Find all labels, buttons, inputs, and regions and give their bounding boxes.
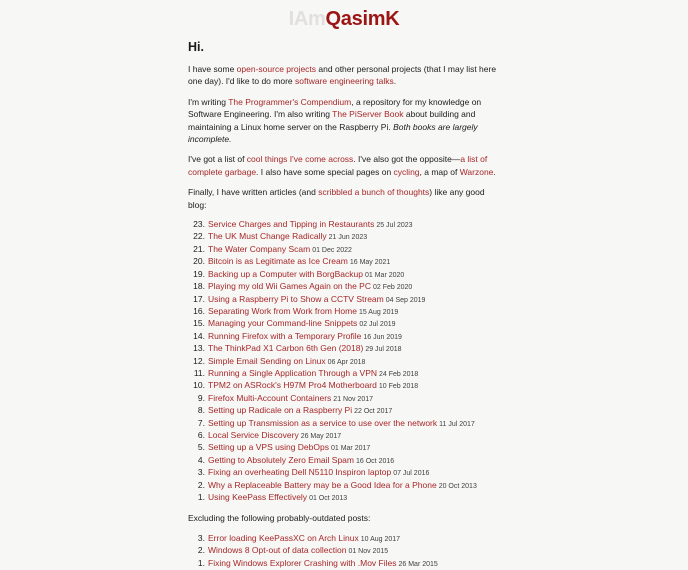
text-segment: . I've also got the opposite— (353, 154, 461, 165)
article-item (188, 356, 500, 368)
article-item (188, 405, 500, 417)
books-paragraph (188, 96, 500, 146)
article-date: 26 Mar 2015 (398, 560, 438, 568)
article-number: 16. (193, 305, 205, 316)
article-date: 26 May 2017 (300, 432, 342, 440)
article-title-link[interactable]: Service Charges and Tipping in Restaurants (208, 219, 375, 230)
article-number: 20. (193, 256, 205, 267)
text-segment: I have some (188, 64, 237, 74)
article-date: 21 Nov 2017 (333, 395, 373, 403)
article-date: 29 Jul 2018 (365, 346, 402, 354)
article-item (188, 306, 500, 318)
article-title-link[interactable]: Separating Work from Work from Home (208, 305, 357, 316)
article-item (188, 480, 500, 492)
articles-intro-paragraph (188, 186, 500, 211)
text-segment: I'm writing (188, 96, 229, 107)
article-item (188, 318, 500, 330)
article-date: 07 Jul 2016 (393, 470, 430, 478)
article-item (188, 244, 500, 256)
article-date: 16 Jun 2019 (363, 333, 402, 341)
article-title-link[interactable]: TPM2 on ASRock's H97M Pro4 Motherboard (208, 380, 377, 391)
article-item (188, 455, 500, 467)
software-engineering-talks-link[interactable]: software engineering talks (295, 76, 394, 87)
text-segment: , a map of (419, 166, 460, 177)
article-number: 14. (193, 330, 205, 341)
article-item (188, 294, 500, 306)
article-number: 22. (193, 231, 205, 242)
cool-things-link[interactable]: cool things I've come across (246, 154, 354, 165)
articles-list (188, 219, 500, 504)
lists-paragraph (188, 153, 500, 178)
article-item (188, 368, 500, 380)
article-date: 06 Apr 2018 (327, 358, 366, 366)
books-incomplete-note: Both books are largely incomplete. (188, 121, 478, 145)
article-number: 12. (193, 355, 205, 366)
article-date: 01 Nov 2015 (348, 548, 389, 556)
outdated-post-item (188, 545, 500, 557)
article-title-link[interactable]: Firefox Multi-Account Containers (208, 392, 332, 403)
article-number: 17. (193, 293, 205, 304)
article-item (188, 231, 500, 243)
article-title-link[interactable]: Why a Replaceable Battery may be a Good Idea for a Phone (208, 479, 437, 490)
outdated-posts-list (188, 533, 500, 570)
article-item (188, 442, 500, 454)
article-number: 15. (193, 318, 205, 329)
article-number: 7. (197, 417, 205, 428)
outdated-intro-paragraph: Excluding the following probably-outdated posts: (188, 513, 371, 524)
article-date: 04 Sep 2019 (385, 296, 426, 304)
article-item (188, 380, 500, 392)
article-item (188, 430, 500, 442)
article-item (188, 418, 500, 430)
article-title-link[interactable]: Fixing Windows Explorer Crashing with .Mov Files (208, 557, 397, 568)
article-title-link[interactable]: Running Firefox with a Temporary Profile (208, 330, 362, 341)
article-title-link[interactable]: Backing up a Computer with BorgBackup (208, 268, 363, 279)
article-date: 01 Dec 2022 (312, 246, 352, 254)
text-segment: and other personal projects (that I may list here one day). I'd like to do more (188, 64, 497, 87)
article-title-link[interactable]: Setting up Transmission as a service to use over the network (208, 417, 438, 428)
text-segment: . I also have some special pages on (256, 166, 394, 177)
article-item (188, 467, 500, 479)
article-item (188, 492, 500, 504)
article-date: 02 Jul 2019 (359, 321, 396, 329)
article-date: 01 Mar 2020 (364, 271, 405, 279)
article-date: 24 Feb 2018 (379, 370, 419, 378)
article-number: 9. (197, 392, 205, 403)
piserver-book-link[interactable]: The PiServer Book (332, 109, 404, 120)
text-segment: , a repository for my knowledge on Software Engineering. I'm also writing (188, 96, 482, 120)
text-segment: Finally, I have written articles (and (188, 187, 319, 198)
article-title-link[interactable]: Running a Single Application Through a VPN (208, 367, 378, 378)
article-number: 19. (193, 268, 205, 279)
site-title-main: QasimK (325, 8, 400, 30)
projects-paragraph (188, 63, 500, 88)
article-date: 10 Aug 2017 (360, 535, 401, 543)
article-item (188, 219, 500, 231)
article-number: 2. (197, 479, 205, 490)
article-number: 1. (197, 492, 205, 502)
article-number: 13. (193, 343, 205, 354)
article-date: 01 Oct 2013 (309, 495, 348, 502)
article-number: 3. (197, 467, 205, 478)
article-title-link[interactable]: The Water Company Scam (208, 243, 311, 254)
warzone-link[interactable]: Warzone (459, 166, 494, 177)
article-title-link[interactable]: Playing my old Wii Games Again on the PC (208, 281, 371, 292)
article-title-link[interactable]: Windows 8 Opt-out of data collection (208, 545, 347, 556)
article-date: 02 Feb 2020 (373, 284, 413, 292)
page-container (188, 8, 500, 570)
site-title-prefix: IAm (288, 8, 326, 30)
article-title-link[interactable]: The UK Must Change Radically (208, 231, 327, 242)
article-number: 11. (193, 367, 205, 378)
text-segment: . (393, 76, 397, 87)
outdated-post-item (188, 533, 500, 545)
article-date: 25 Jul 2023 (376, 222, 413, 230)
greeting-heading: Hi. (188, 40, 204, 54)
article-number: 6. (197, 429, 205, 440)
article-number: 10. (193, 380, 205, 391)
article-number: 3. (197, 532, 205, 543)
open-source-projects-link[interactable]: open-source projects (236, 64, 317, 74)
article-number: 4. (197, 454, 205, 465)
article-title-link[interactable]: Bitcoin is as Legitimate as Ice Cream (208, 256, 348, 267)
article-date: 16 May 2021 (349, 259, 391, 267)
text-segment: ) like any good blog: (188, 187, 485, 210)
article-title-link[interactable]: Using a Raspberry Pi to Show a CCTV Stream (208, 293, 384, 304)
article-title-link[interactable]: Managing your Command-line Snippets (208, 318, 358, 329)
text-segment: I've got a list of (188, 154, 247, 165)
article-item (188, 281, 500, 293)
article-date: 01 Mar 2017 (330, 445, 371, 453)
article-item (188, 393, 500, 405)
article-date: 11 Jul 2017 (439, 420, 475, 428)
article-title-link[interactable]: The ThinkPad X1 Carbon 6th Gen (2018) (208, 343, 364, 354)
article-title-link[interactable]: Setting up a VPS using DebOps (208, 442, 329, 453)
article-number: 8. (197, 405, 205, 416)
article-date: 15 Aug 2019 (358, 308, 399, 316)
thoughts-link[interactable]: scribbled a bunch of thoughts (318, 187, 430, 198)
article-number: 18. (193, 281, 205, 292)
article-item (188, 256, 500, 268)
article-date: 10 Feb 2018 (378, 383, 419, 391)
complete-garbage-link[interactable]: a list of complete garbage (188, 154, 488, 177)
text-segment: . (493, 166, 496, 177)
article-date: 16 Oct 2016 (356, 457, 395, 465)
article-title-link[interactable]: Error loading KeePassXC on Arch Linux (208, 532, 359, 543)
article-number: 23. (193, 219, 205, 230)
programmers-compendium-link[interactable]: The Programmer's Compendium (228, 96, 352, 107)
outdated-post-item (188, 558, 500, 570)
article-title-link[interactable]: Using KeePass Effectively (208, 492, 308, 502)
article-item (188, 269, 500, 281)
article-item (188, 331, 500, 343)
article-title-link[interactable]: Local Service Discovery (208, 429, 299, 440)
article-number: 1. (197, 557, 205, 568)
article-date: 22 Oct 2017 (354, 408, 393, 416)
article-title-link[interactable]: Fixing an overheating Dell N5110 Inspiron laptop (208, 467, 392, 478)
article-title-link[interactable]: Getting to Absolutely Zero Email Spam (208, 454, 354, 465)
article-number: 5. (197, 442, 205, 453)
text-segment: about building and maintaining a Linux home server on the Raspberry Pi. (188, 109, 476, 132)
article-number: 21. (193, 243, 205, 254)
article-title-link[interactable]: Simple Email Sending on Linux (208, 355, 326, 366)
article-number: 2. (197, 545, 205, 556)
article-item (188, 343, 500, 355)
article-date: 21 Jun 2023 (328, 234, 368, 242)
cycling-link[interactable]: cycling (393, 166, 420, 177)
site-title (188, 8, 500, 30)
article-title-link[interactable]: Setting up Radicale on a Raspberry Pi (208, 405, 353, 416)
article-date: 20 Oct 2013 (438, 482, 477, 490)
